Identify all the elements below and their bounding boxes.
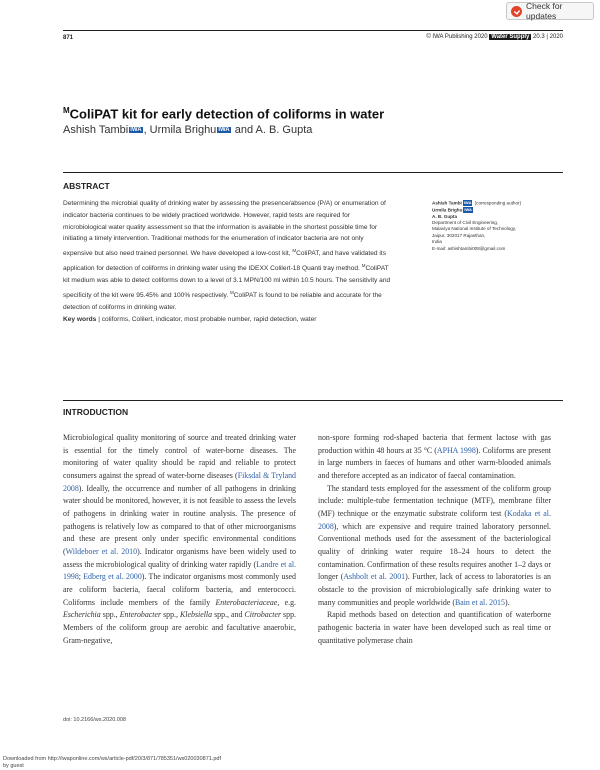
copyright: © IWA Publishing 2020 bbox=[426, 34, 488, 40]
download-note: Downloaded from http://iwaponline.com/ws/article-pdf/20/3/871/785351/ws020030871.pdf by guest bbox=[3, 756, 221, 769]
author-list: Ashish Tambi IWA , Urmila Brighu IWA and A. B. Gupta bbox=[63, 124, 313, 136]
check-for-updates-button[interactable] bbox=[506, 2, 594, 20]
abstract-body: Determining the microbial quality of drinking water by assessing the presence/absence (P/A) or enumeration of indicator bacteria continues to be widely practiced worldwide. However, rapid tests are required for microbiological water quality assessment so that the information is available in the shortest possible time for initiating a timely intervention. Traditional methods for the enumeration of indicator bacteria are not only expensive but also need trained personnel. We have developed a low-cost kit, $^M$ColiPAT, and have validated its application for detection of coliforms in drinking water using the IDEXX Colilert-18 Quanti tray method. $^M$ColiPAT kit medium was able to detect coliforms down to a level of 3.1 MPN/100 ml within 10.5 hours. The sensitivity and specificity of the kit were 95.45% and 100% respectively. $^M$ColiPAT is found to be reliable and accurate for the detection of coliforms in drinking water. Key words | coliforms, Colilert, indicator, most probable number, rapid detection, water bbox=[63, 200, 391, 323]
iwa-logo-icon: IWA bbox=[218, 127, 230, 134]
header-rule bbox=[63, 30, 563, 31]
check-for-updates-label: Check for updates bbox=[526, 1, 563, 21]
page-number: 871 bbox=[63, 35, 74, 41]
citation-link[interactable]: Ashbolt et al. 2001 bbox=[343, 572, 406, 582]
check-icon bbox=[511, 6, 522, 17]
keywords-label: Key words bbox=[63, 315, 97, 323]
citation-link[interactable]: Kodaka et al. 2008 bbox=[318, 508, 551, 531]
journal-name: Water Supply bbox=[491, 34, 530, 40]
citation-link[interactable]: Landre et al. 1998 bbox=[63, 559, 296, 582]
citation-link[interactable]: Wildeboer et al. 2010 bbox=[65, 546, 138, 556]
citation-link[interactable]: Edberg et al. 2000 bbox=[83, 572, 142, 582]
citation-link[interactable]: Fiksdal & Tryland 2008 bbox=[63, 470, 296, 493]
year: 2020 bbox=[549, 34, 563, 40]
section-rule bbox=[63, 400, 563, 401]
iwa-logo-icon: IWA bbox=[130, 127, 142, 134]
volume: 20.3 bbox=[533, 34, 545, 40]
column-right: non-spore forming rod-shaped bacteria that ferment lactose with gas production within 48 hours at 35 °C (APHA 1998). Coliforms are present in large numbers in faeces of humans and other warm-blooded animals and therefore accepted as an indicator of faecal contamination. The standard tests employed for the assessment of the coliform group include: multiple-tube fermentation technique (MTF), membrane filter (MF) technique or the enzymatic substrate coliform test (Kodaka et al. 2008), which are expensive and require trained laboratory personnel. Conventional methods used for the assessment of the bacteriological quality of drinking water require 18–24 hours to detect the contamination. Confirmation of these results requires another 1–2 days or longer (Ashbolt et al. 2001). Further, lack of access to laboratories is an obstacle to the provision of microbiologically safe drinking water to many communities and people worldwide (Bain et al. 2015). Rapid methods based on detection and quantification of waterborne pathogenic bacteria in water have been developed such as real time or quantitative polymerase chain bbox=[318, 433, 551, 645]
keywords: | coliforms, Colilert, indicator, most probable number, rapid detection, water bbox=[96, 315, 317, 323]
email-link[interactable]: E-mail: ashishtambi008@gmail.com bbox=[432, 245, 506, 251]
doi: doi: 10.2166/ws.2020.008 bbox=[63, 717, 126, 723]
column-left: Microbiological quality monitoring of source and treated drinking water is essential for the timely control of water-borne diseases. The monitoring of water quality should be rapid and reliable to protect consumers against the spread of water-borne diseases (Fiksdal & Tryland 2008). Ideally, the occurrence and number of all pathogens in drinking water should be monitored, however, it is not feasible to assess the levels of pathogens in drinking water in routine analysis. The presence of pathogens is relatively low as compared to that of other microorganisms and these are present only under specific environmental conditions (Wildeboer et al. 2010). Indicator organisms have been widely used to assess the microbiological quality of drinking water rapidly (Landre et al. 1998; Edberg et al. 2000). The indicator organisms most commonly used are coliform bacteria, faecal coliform bacteria, and enterococci. Coliforms include members of the family Enterobacteriaceae, e.g. Escherichia spp., Enterobacter spp., Klebsiella spp., and Citrobacter spp. Members of the coliform group are aerobic and facultative anaerobic, Gram-negative, bbox=[63, 433, 297, 645]
citation-link[interactable]: Bain et al. 2015 bbox=[454, 597, 505, 607]
citation-link[interactable]: APHA 1998 bbox=[436, 445, 476, 455]
section-rule bbox=[63, 172, 563, 173]
article-title: $^M$ColiPAT kit for early detection of coliforms in water bbox=[63, 106, 385, 122]
running-header: 871 © IWA Publishing 2020 Water Supply 20.3 | 2020 bbox=[63, 34, 563, 46]
affiliation-block: Ashish Tambi IWA (corresponding author) Urmila Brighu IWA A. B. Gupta Department of Civil Engineering, Malaviya National Institute of Technology, Jaipur, 302017 Rajasthan, India E-mail: ashishtambi008@gmail.com bbox=[432, 200, 522, 251]
introduction-heading: INTRODUCTION bbox=[63, 407, 129, 417]
abstract-heading: ABSTRACT bbox=[63, 181, 110, 191]
